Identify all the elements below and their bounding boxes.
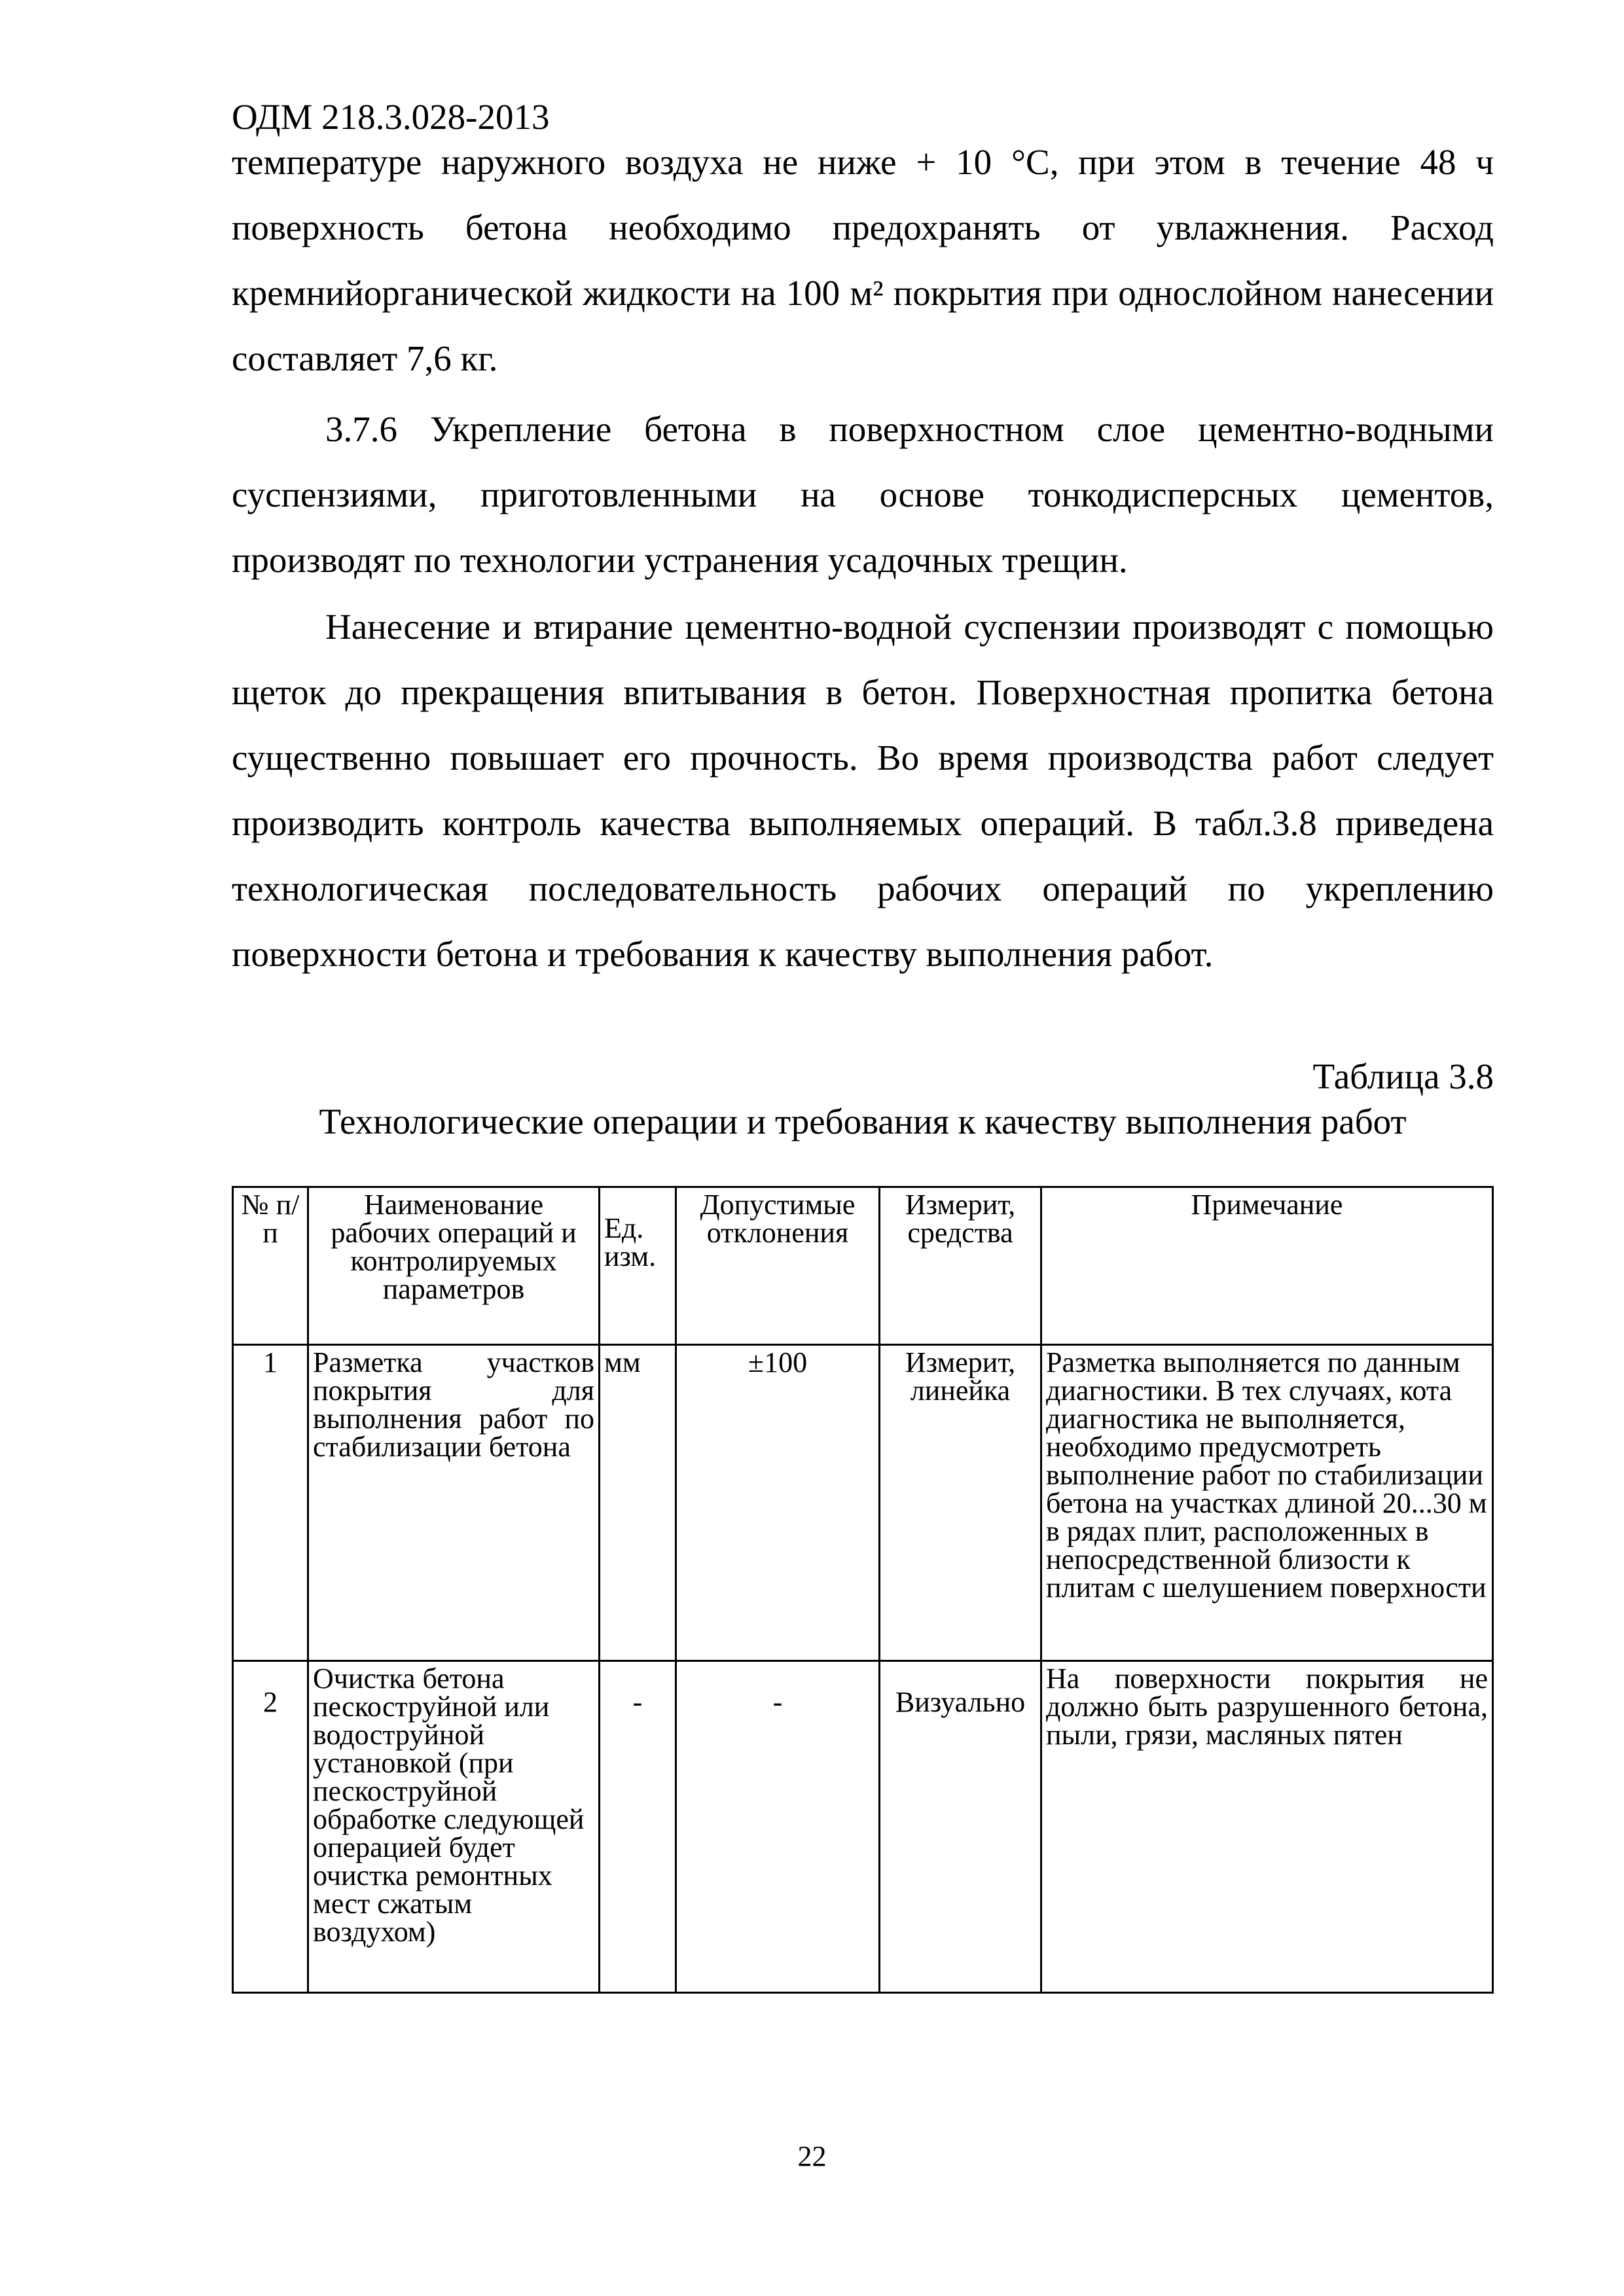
cell-note: На поверхности покрытия не должно быть разрушенного бетона, пыли, грязи, масляных пятен [1041, 1661, 1493, 1993]
header-note: Примечание [1041, 1187, 1493, 1345]
cell-unit: - [600, 1661, 676, 1993]
paragraph-1 [232, 130, 1494, 391]
paragraph-3 [232, 594, 1494, 987]
cell-note: Разметка выполняется по данным диагностики. В тех случаях, кота диагностика не выполняется, необходимо предусмотреть выполнение работ по стабилизации бетона на участках длиной 20...30 м в рядах плит, расположенных в непосредственной близости к плитам с шелушением поверхности [1041, 1345, 1493, 1661]
paragraph-2 [232, 397, 1494, 593]
table-number: Таблица 3.8 [1312, 1056, 1494, 1096]
page-number: 22 [797, 2140, 827, 2172]
header-deviation: Допустимые отклонения [676, 1187, 880, 1345]
paragraph-text: Нанесение и втирание цементно-водной суспензии производят с помощью щеток до прекращения впитывания в бетон. Поверхностная пропитка бетона существенно повышает его прочность. Во время производства работ следует производить контроль качества выполняемых операций. В табл.3.8 приведена технологическая последовательность рабочих операций по укреплению поверхности бетона и требования к качеству выполнения работ. [232, 607, 1494, 974]
table-title: Технологические операции и требования к качеству выполнения работ [319, 1102, 1407, 1141]
paragraph-text: 3.7.6 Укрепление бетона в поверхностном слое цементно-водными суспензиями, приготовленными на основе тонкодисперсных цементов, производят по технологии устранения усадочных трещин. [232, 409, 1494, 580]
cell-num: 2 [233, 1661, 308, 1993]
table-row [233, 1345, 1493, 1661]
table-row [233, 1661, 1493, 1993]
operations-table [232, 1186, 1494, 1994]
cell-unit: мм [600, 1345, 676, 1661]
cell-deviation: ±100 [676, 1345, 880, 1661]
cell-name: Очистка бетона пескоструйной или водоструйной установкой (при пескоструйной обработке следующей операцией будет очистка ремонтных мест сжатым воздухом) [308, 1661, 600, 1993]
header-name: Наименование рабочих операций и контролируемых параметров [308, 1187, 600, 1345]
cell-num: 1 [233, 1345, 308, 1661]
cell-name: Разметка участков покрытия для выполнения работ по стабилизации бетона [308, 1345, 600, 1661]
cell-tools: Измерит, линейка [880, 1345, 1041, 1661]
table-header-row [233, 1187, 1493, 1345]
paragraph-text: температуре наружного воздуха не ниже + 10 °С, при этом в течение 48 ч поверхность бетона необходимо предохранять от увлажнения. Расход кремнийорганической жидкости на 100 м² покрытия при однослойном нанесении составляет 7,6 кг. [232, 142, 1494, 378]
header-tools: Измерит, средства [880, 1187, 1041, 1345]
header-unit: Ед. изм. [600, 1187, 676, 1345]
cell-deviation: - [676, 1661, 880, 1993]
header-num: № п/п [233, 1187, 308, 1345]
cell-tools: Визуально [880, 1661, 1041, 1993]
document-code: ОДМ 218.3.028-2013 [232, 97, 550, 137]
